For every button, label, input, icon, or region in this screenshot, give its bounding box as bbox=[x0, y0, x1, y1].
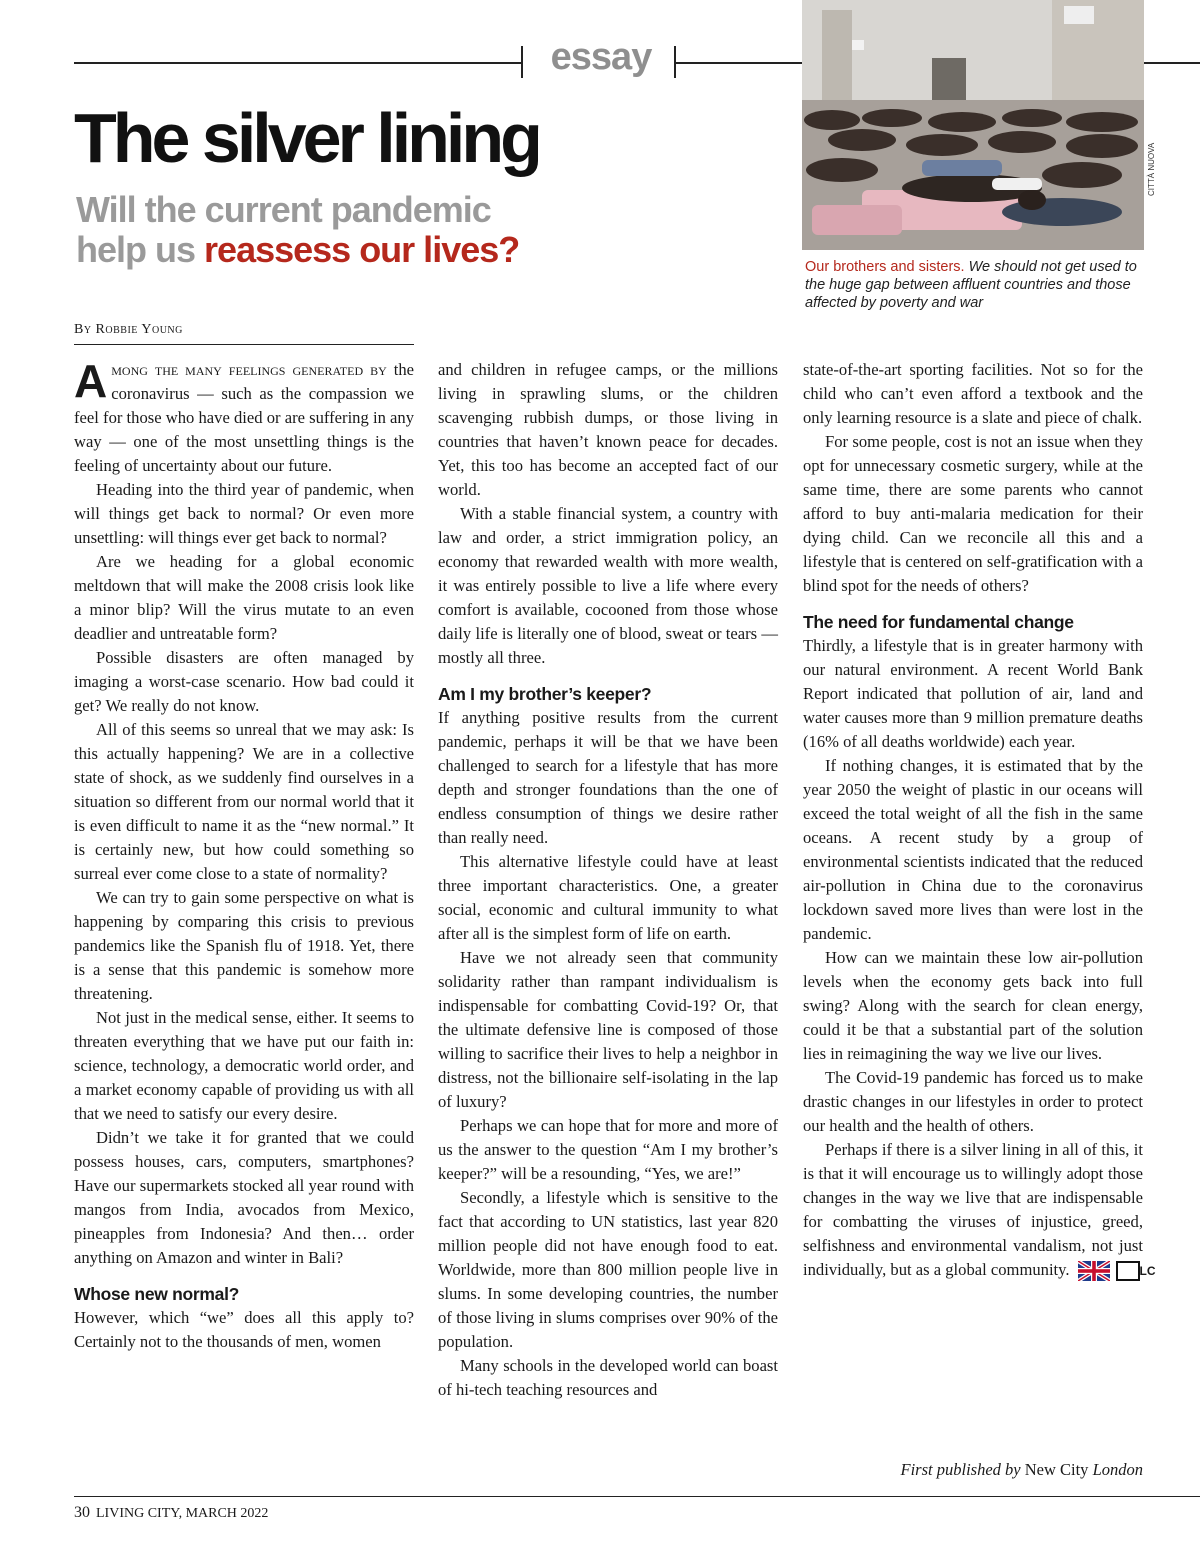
caption-lead: Our brothers and sisters. bbox=[805, 259, 965, 275]
byline-rule bbox=[74, 344, 414, 345]
paragraph: How can we maintain these low air-pollution levels when the economy gets back into full swing? Along with the search for clean energy, could it be that a substantial part of the solution lies in reimagining the way we live our lives. bbox=[803, 948, 1143, 1063]
page-number: 30 bbox=[74, 1504, 90, 1521]
subheading: Whose new normal? bbox=[74, 1284, 240, 1304]
paragraph: For some people, cost is not an issue when they opt for unnecessary cosmetic surgery, while at the same time, there are some parents who cannot afford to buy anti-malaria medication for their dying child. Can we reconcile all this and a lifestyle that is centered on self-gratification with a blind spot for the needs of others? bbox=[803, 432, 1143, 595]
page-footer bbox=[74, 1504, 268, 1522]
paragraph: Didn’t we take it for granted that we could possess houses, cars, computers, smartphones? Have our supermarkets stocked all year round with mangos from India, avocados from Mexico, pineapples from Indonesia? And then… order anything on Amazon and winter in Bali? bbox=[74, 1128, 414, 1267]
credit-italic-2: London bbox=[1092, 1460, 1143, 1479]
paragraph: If nothing changes, it is estimated that by the year 2050 the weight of plastic in our oceans will exceed the total weight of all the fish in the same oceans. A recent study by a group of environmental scientists indicated that the reduced air-pollution in China due to the coronavirus lockdown saved more lives than were lost in the pandemic. bbox=[803, 756, 1143, 943]
byline: By Robbie Young bbox=[74, 322, 183, 337]
paragraph-text: the coronavirus — such as the compassion we feel for those who have died or are suffering in any way — one of the most unsettling things is the feeling of uncertainty about our future. bbox=[74, 360, 414, 475]
photo-illustration bbox=[802, 0, 1144, 250]
credit-italic-1: First published by bbox=[900, 1460, 1021, 1479]
subheading: The need for fundamental change bbox=[803, 612, 1074, 632]
paragraph: Many schools in the developed world can boast of hi-tech teaching resources and bbox=[438, 1356, 778, 1399]
paragraph: If anything positive results from the current pandemic, perhaps it will be that we have been challenged to search for a lifestyle that has more depth and stronger foundations than the one of endless consumption of things we desire rather than really need. bbox=[438, 708, 778, 847]
caption-body: We should not get used to the huge gap between affluent countries and those affected by poverty and war bbox=[805, 259, 1137, 311]
paragraph: state-of-the-art sporting facilities. Not so for the child who can’t even afford a textbook and the only learning resource is a slate and piece of chalk. bbox=[803, 360, 1143, 427]
article-column-3 bbox=[803, 358, 1156, 1282]
article-column-2 bbox=[438, 358, 778, 1402]
refugee-camp-photo bbox=[802, 0, 1144, 250]
paragraph-text: Perhaps if there is a silver lining in all of this, it is that it will encourage us to willingly adopt those changes in the way we live that are indispensable for combatting the viruses of injustice, greed, selfishness and environmental vandalism, not just individually, but as a global community. bbox=[803, 1140, 1143, 1279]
paragraph: Not just in the medical sense, either. It seems to threaten everything that we have put our faith in: science, technology, a democratic world order, and a market economy capable of providing us with all that we need to satisfy our every desire. bbox=[74, 1008, 414, 1123]
subhead-line1: Will the current pandemic bbox=[76, 189, 491, 230]
footer-rule bbox=[74, 1496, 1200, 1497]
drop-cap: A bbox=[74, 355, 108, 407]
article-column-1 bbox=[74, 355, 414, 1354]
top-rule-far-right bbox=[1144, 62, 1200, 64]
paragraph: Perhaps we can hope that for more and more of us the answer to the question “Am I my brother’s keeper?” will be a resounding, “Yes, we are!” bbox=[438, 1116, 778, 1183]
lead-in-smallcaps: mong the many feelings generated by bbox=[111, 360, 387, 379]
photo-caption bbox=[805, 258, 1150, 312]
paragraph: The Covid-19 pandemic has forced us to make drastic changes in our lifestyles in order to protect our health and the health of others. bbox=[803, 1068, 1143, 1135]
paragraph bbox=[74, 355, 414, 478]
paragraph: and children in refugee camps, or the millions living in sprawling slums, or the children scavenging rubbish dumps, or those living in countries that haven’t known peace for decades. Yet, this too has become an accepted fact of our world. bbox=[438, 360, 778, 499]
paragraph: All of this seems so unreal that we may ask: Is this actually happening? We are in a collective state of shock, as we suddenly find ourselves in a situation so different from our normal world that it is even difficult to name it as the “new normal.” It is certainly new, but how could something so surreal ever come close to a state of normality? bbox=[74, 720, 414, 883]
paragraph bbox=[803, 1138, 1156, 1282]
paragraph: Possible disasters are often managed by imaging a worst-case scenario. How bad could it get? We really do not know. bbox=[74, 648, 414, 715]
section-label: essay bbox=[550, 36, 652, 78]
subheadline bbox=[76, 190, 519, 270]
paragraph: Have we not already seen that community solidarity rather than rampant individualism is indispensable for combatting Covid-19? Or, that the ultimate defensive line is composed of those willing to sacrifice their lives to help a neighbor in distress, not the billionaire self-isolating in the lap of luxury? bbox=[438, 948, 778, 1111]
paragraph: Secondly, a lifestyle which is sensitive to the fact that according to UN statistics, last year 820 million people did not have enough food to eat. Worldwide, more than 800 million people live in slums. In some developing countries, the number of those living in slums comprises over 90% of the population. bbox=[438, 1188, 778, 1351]
top-rule-tick-left bbox=[521, 46, 523, 78]
photo-credit: CITTÀ NUOVA bbox=[1147, 142, 1156, 196]
living-city-end-logo: LC bbox=[1116, 1261, 1140, 1281]
credit-name: New City bbox=[1020, 1460, 1093, 1479]
headline: The silver lining bbox=[74, 99, 539, 177]
publication-name: LIVING CITY, MARCH 2022 bbox=[96, 1506, 269, 1521]
paragraph: Thirdly, a lifestyle that is in greater harmony with our natural environment. A recent World Bank Report indicated that pollution of air, land and water causes more than 9 million premature deaths (16% of all deaths worldwide) each year. bbox=[803, 636, 1143, 751]
paragraph: Are we heading for a global economic meltdown that will make the 2008 crisis look like a minor blip? Will the virus mutate to an even deadlier and untreatable form? bbox=[74, 552, 414, 643]
subhead-line2-red: reassess our lives? bbox=[204, 229, 520, 270]
uk-flag-icon bbox=[1078, 1261, 1110, 1281]
paragraph: Heading into the third year of pandemic, when will things get back to normal? Or even more unsettling: will things ever get back to normal? bbox=[74, 480, 414, 547]
paragraph: We can try to gain some perspective on what is happening by comparing this crisis to previous pandemics like the Spanish flu of 1918. Yet, there is a sense that this pandemic is somehow more threatening. bbox=[74, 888, 414, 1003]
publication-credit bbox=[803, 1460, 1143, 1480]
top-rule-left bbox=[74, 62, 522, 64]
paragraph: This alternative lifestyle could have at least three important characteristics. One, a greater social, economic and cultural immunity to what after all is the simplest form of life on earth. bbox=[438, 852, 778, 943]
paragraph: However, which “we” does all this apply to? Certainly not to the thousands of men, women bbox=[74, 1308, 414, 1351]
subheading: Am I my brother’s keeper? bbox=[438, 684, 652, 704]
paragraph: With a stable financial system, a country with law and order, a strict immigration policy, an economy that rewarded wealth with more wealth, it was entirely possible to live a life where every comfort is available, cocooned from those whose daily life is literally one of blood, sweat or tears — mostly all three. bbox=[438, 504, 778, 667]
top-rule-right bbox=[675, 62, 802, 64]
subhead-line2-grey: help us bbox=[76, 229, 205, 270]
